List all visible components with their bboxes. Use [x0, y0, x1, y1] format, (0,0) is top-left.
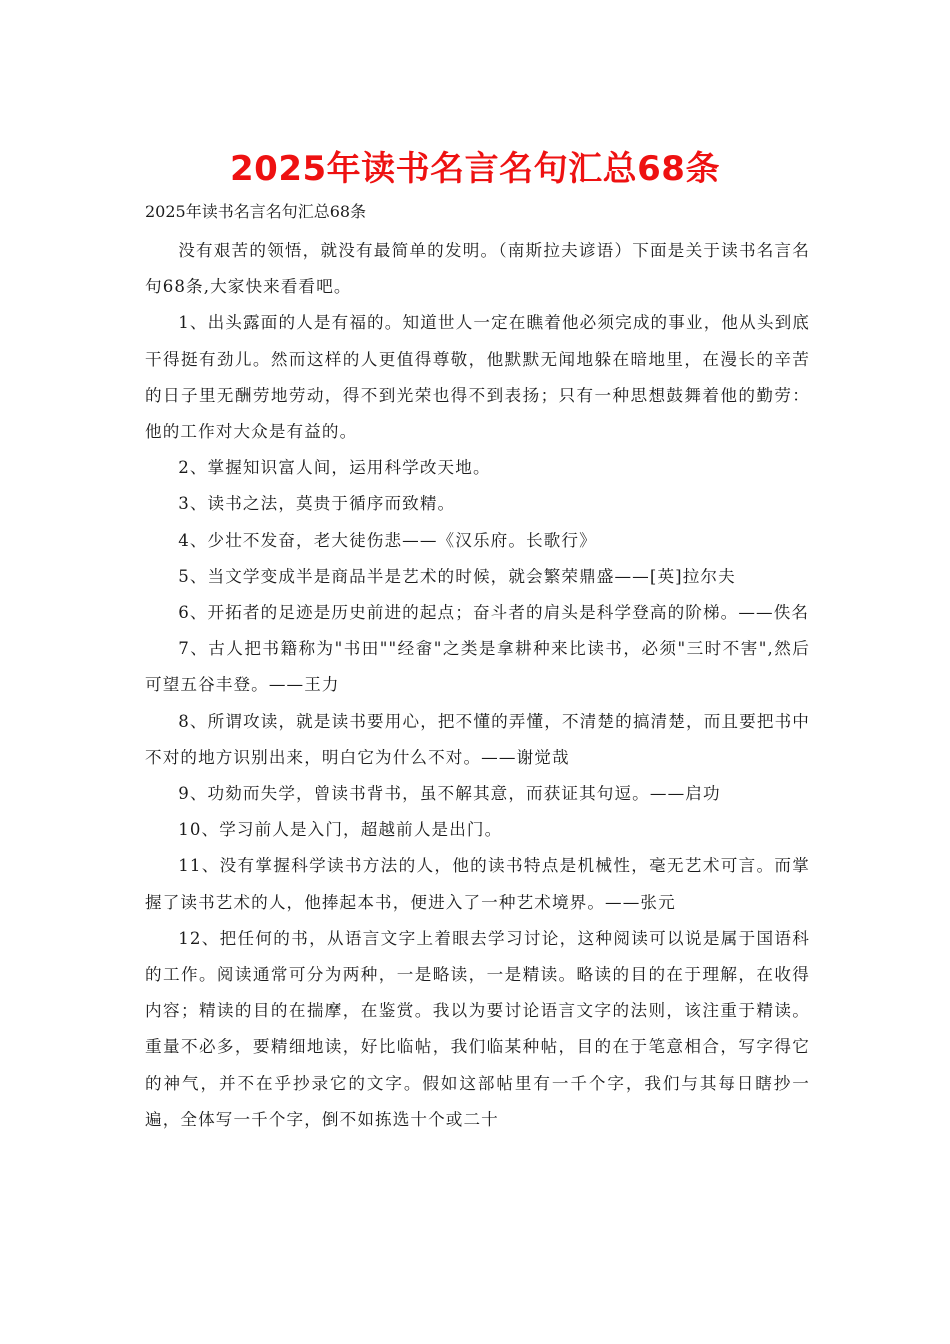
- intro-paragraph: 没有艰苦的领悟，就没有最简单的发明。（南斯拉夫谚语）下面是关于读书名言名句68条,大家快来看看吧。: [145, 241, 810, 297]
- quote-paragraph: 7、古人把书籍称为"书田""经畲"之类是拿耕种来比读书，必须"三时不害",然后可望五谷丰登。——王力: [145, 639, 810, 695]
- quote-paragraph: 8、所谓攻读，就是读书要用心，把不懂的弄懂，不清楚的搞清楚，而且要把书中不对的地方识别出来，明白它为什么不对。——谢觉哉: [145, 711, 810, 767]
- quote-paragraph: 3、读书之法，莫贵于循序而致精。: [178, 494, 456, 514]
- quote-paragraph: 2、掌握知识富人间，运用科学改天地。: [178, 458, 491, 478]
- quote-paragraph: 12、把任何的书，从语言文字上着眼去学习讨论，这种阅读可以说是属于国语科的工作。阅读通常可分为两种，一是略读，一是精读。略读的目的在于理解，在收得内容；精读的目的在揣摩，在鉴赏。我以为要讨论语言文字的法则，该注重于精读。重量不必多，要精细地读，好比临帖，我们临某种帖，目的在于笔意相合，写字得它的神气，并不在乎抄录它的文字。假如这部帖里有一千个字，我们与其每日瞎抄一遍，全体写一千个字，倒不如拣选十个或二十: [145, 928, 810, 1129]
- document-body: [145, 233, 810, 1138]
- quote-paragraph: 1、出头露面的人是有福的。知道世人一定在瞧着他必须完成的事业，他从头到底干得挺有劲儿。然而这样的人更值得尊敬，他默默无闻地躲在暗地里，在漫长的辛苦的日子里无酬劳地劳动，得不到光荣也得不到表扬；只有一种思想鼓舞着他的勤劳：他的工作对大众是有益的。: [145, 313, 810, 442]
- quote-paragraph: 9、功劾而失学，曾读书背书，虽不解其意，而获证其句逗。——启功: [178, 784, 721, 804]
- document-subtitle: 2025年读书名言名句汇总68条: [145, 202, 367, 221]
- quote-paragraph: 6、开拓者的足迹是历史前进的起点；奋斗者的肩头是科学登高的阶梯。——佚名: [178, 603, 810, 623]
- quote-paragraph: 11、没有掌握科学读书方法的人，他的读书特点是机械性，毫无艺术可言。而掌握了读书艺术的人，他捧起本书，便进入了一种艺术境界。——张元: [145, 856, 810, 912]
- quote-paragraph: 5、当文学变成半是商品半是艺术的时候，就会繁荣鼎盛——[英]拉尔夫: [178, 566, 736, 586]
- quote-paragraph: 10、学习前人是入门，超越前人是出门。: [178, 820, 503, 840]
- quote-paragraph: 4、少壮不发奋，老大徒伤悲——《汉乐府。长歌行》: [178, 530, 597, 550]
- document-title: 2025年读书名言名句汇总68条: [230, 149, 720, 189]
